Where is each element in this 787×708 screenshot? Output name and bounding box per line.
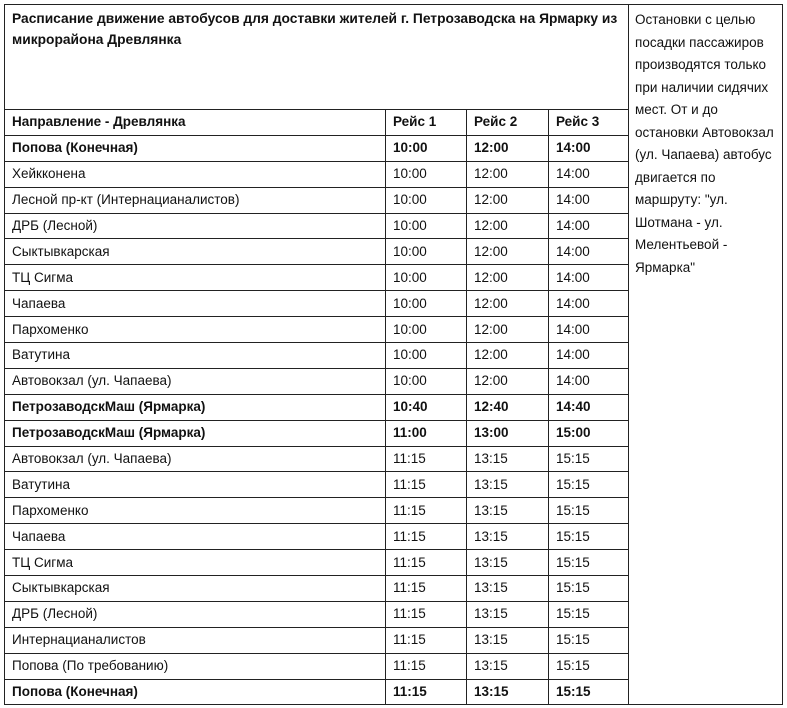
header-direction: Направление - Древлянка xyxy=(5,110,386,136)
stop-name: ДРБ (Лесной) xyxy=(5,213,386,239)
trip-2-time: 12:00 xyxy=(467,161,549,187)
trip-1-time: 10:00 xyxy=(386,161,467,187)
trip-2-time: 12:00 xyxy=(467,265,549,291)
stop-name: ДРБ (Лесной) xyxy=(5,601,386,627)
trip-3-time: 15:15 xyxy=(549,472,629,498)
trip-1-time: 11:15 xyxy=(386,446,467,472)
stop-name: ПетрозаводскМаш (Ярмарка) xyxy=(5,420,386,446)
trip-3-time: 14:00 xyxy=(549,368,629,394)
trip-3-time: 15:15 xyxy=(549,550,629,576)
stop-name: Попова (Конечная) xyxy=(5,679,386,705)
stop-name: ПетрозаводскМаш (Ярмарка) xyxy=(5,394,386,420)
stop-name: Попова (Конечная) xyxy=(5,135,386,161)
stop-name: Ватутина xyxy=(5,343,386,369)
trip-1-time: 10:00 xyxy=(386,187,467,213)
trip-1-time: 10:00 xyxy=(386,343,467,369)
stop-name: Автовокзал (ул. Чапаева) xyxy=(5,368,386,394)
trip-1-time: 11:15 xyxy=(386,627,467,653)
trip-3-time: 15:15 xyxy=(549,601,629,627)
header-trip-3: Рейс 3 xyxy=(549,110,629,136)
trip-2-time: 12:00 xyxy=(467,135,549,161)
trip-2-time: 13:15 xyxy=(467,653,549,679)
trip-3-time: 15:15 xyxy=(549,679,629,705)
stop-name: Чапаева xyxy=(5,524,386,550)
trip-1-time: 11:15 xyxy=(386,524,467,550)
trip-2-time: 13:15 xyxy=(467,601,549,627)
trip-1-time: 10:00 xyxy=(386,317,467,343)
trip-1-time: 11:15 xyxy=(386,576,467,602)
trip-3-time: 15:00 xyxy=(549,420,629,446)
trip-1-time: 10:40 xyxy=(386,394,467,420)
stop-name: Пархоменко xyxy=(5,498,386,524)
schedule-note: Остановки с целью посадки пассажиров производятся только при наличии сидячих мест. От и до остановки Автовокзал (ул. Чапаева) автобус двигается по маршруту: "ул. Шотмана - ул. Мелентьевой - Ярмарка" xyxy=(629,5,783,705)
trip-3-time: 14:00 xyxy=(549,343,629,369)
trip-2-time: 13:15 xyxy=(467,498,549,524)
trip-2-time: 12:00 xyxy=(467,291,549,317)
trip-3-time: 15:15 xyxy=(549,653,629,679)
trip-3-time: 15:15 xyxy=(549,446,629,472)
stop-name: Попова (По требованию) xyxy=(5,653,386,679)
trip-3-time: 14:00 xyxy=(549,265,629,291)
trip-1-time: 10:00 xyxy=(386,368,467,394)
trip-2-time: 12:00 xyxy=(467,368,549,394)
trip-2-time: 13:15 xyxy=(467,627,549,653)
trip-3-time: 14:00 xyxy=(549,161,629,187)
trip-2-time: 13:15 xyxy=(467,472,549,498)
trip-2-time: 13:15 xyxy=(467,679,549,705)
trip-2-time: 12:00 xyxy=(467,187,549,213)
trip-3-time: 15:15 xyxy=(549,627,629,653)
trip-3-time: 14:00 xyxy=(549,317,629,343)
trip-1-time: 11:15 xyxy=(386,472,467,498)
trip-1-time: 11:15 xyxy=(386,550,467,576)
trip-2-time: 12:00 xyxy=(467,239,549,265)
trip-2-time: 13:15 xyxy=(467,524,549,550)
header-trip-2: Рейс 2 xyxy=(467,110,549,136)
trip-1-time: 10:00 xyxy=(386,213,467,239)
trip-3-time: 14:00 xyxy=(549,213,629,239)
stop-name: Хейкконена xyxy=(5,161,386,187)
trip-2-time: 12:00 xyxy=(467,213,549,239)
trip-2-time: 13:15 xyxy=(467,446,549,472)
trip-1-time: 11:15 xyxy=(386,498,467,524)
stop-name: Пархоменко xyxy=(5,317,386,343)
stop-name: Ватутина xyxy=(5,472,386,498)
trip-2-time: 12:00 xyxy=(467,317,549,343)
stop-name: Чапаева xyxy=(5,291,386,317)
header-trip-1: Рейс 1 xyxy=(386,110,467,136)
trip-1-time: 10:00 xyxy=(386,265,467,291)
trip-2-time: 12:40 xyxy=(467,394,549,420)
trip-2-time: 13:15 xyxy=(467,550,549,576)
title-row xyxy=(5,5,783,110)
trip-1-time: 10:00 xyxy=(386,135,467,161)
trip-3-time: 14:00 xyxy=(549,239,629,265)
stop-name: Сыктывкарская xyxy=(5,576,386,602)
trip-3-time: 15:15 xyxy=(549,498,629,524)
trip-3-time: 14:00 xyxy=(549,291,629,317)
stop-name: Автовокзал (ул. Чапаева) xyxy=(5,446,386,472)
trip-1-time: 11:15 xyxy=(386,679,467,705)
trip-1-time: 10:00 xyxy=(386,291,467,317)
trip-1-time: 11:15 xyxy=(386,653,467,679)
trip-3-time: 15:15 xyxy=(549,524,629,550)
stop-name: ТЦ Сигма xyxy=(5,265,386,291)
trip-2-time: 13:00 xyxy=(467,420,549,446)
trip-1-time: 10:00 xyxy=(386,239,467,265)
trip-1-time: 11:00 xyxy=(386,420,467,446)
trip-1-time: 11:15 xyxy=(386,601,467,627)
trip-3-time: 14:00 xyxy=(549,187,629,213)
schedule-title: Расписание движение автобусов для доставки жителей г. Петрозаводска на Ярмарку из микрорайона Древлянка xyxy=(5,5,629,110)
trip-2-time: 12:00 xyxy=(467,343,549,369)
bus-schedule-table xyxy=(4,4,783,705)
trip-2-time: 13:15 xyxy=(467,576,549,602)
stop-name: ТЦ Сигма xyxy=(5,550,386,576)
trip-3-time: 14:40 xyxy=(549,394,629,420)
trip-3-time: 15:15 xyxy=(549,576,629,602)
stop-name: Лесной пр-кт (Интернацианалистов) xyxy=(5,187,386,213)
trip-3-time: 14:00 xyxy=(549,135,629,161)
stop-name: Интернацианалистов xyxy=(5,627,386,653)
stop-name: Сыктывкарская xyxy=(5,239,386,265)
